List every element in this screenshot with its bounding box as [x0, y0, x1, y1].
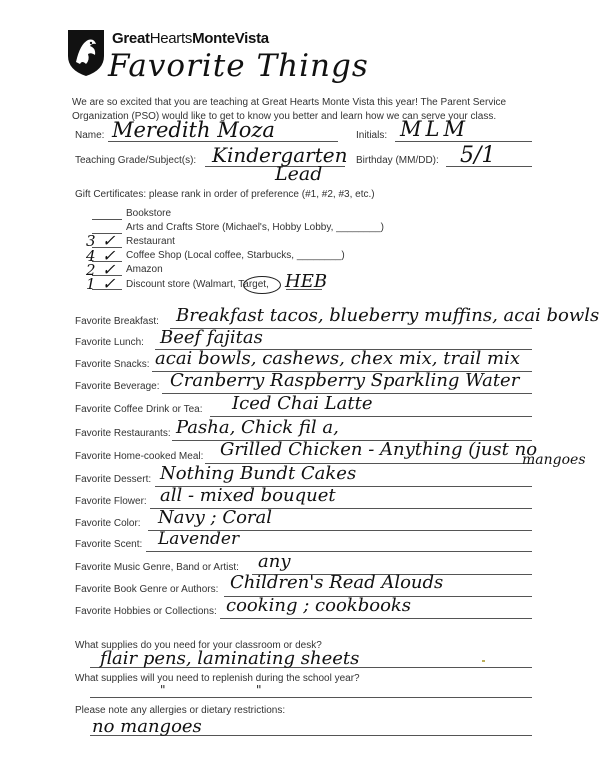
favorite-value[interactable]: any	[258, 551, 291, 572]
favorite-line	[146, 551, 532, 552]
gift-option-label: Discount store (Walmart, Target,	[126, 279, 269, 290]
birthday-value[interactable]: 5/1	[460, 143, 496, 168]
name-value[interactable]: Meredith Moza	[112, 118, 275, 142]
supplies-answer-line	[90, 697, 532, 698]
favorite-value[interactable]: Beef fajitas	[160, 327, 263, 348]
favorite-value[interactable]: Lavender	[158, 529, 240, 549]
favorite-label: Favorite Flower:	[75, 496, 147, 507]
favorite-label: Favorite Music Genre, Band or Artist:	[75, 562, 239, 573]
ditto-mark[interactable]: "	[256, 683, 262, 697]
grade-value-line2[interactable]: Lead	[275, 163, 323, 185]
check-mark-icon: ✓	[102, 260, 116, 279]
favorite-value[interactable]: Pasha, Chick fil a,	[176, 417, 339, 438]
allergies-answer[interactable]: no mangoes	[92, 716, 202, 737]
supplies-answer[interactable]: flair pens, laminating sheets	[100, 648, 360, 669]
allergies-question: Please note any allergies or dietary restrictions:	[75, 705, 286, 716]
check-mark-icon: ✓	[102, 246, 116, 265]
gift-option-label: Arts and Crafts Store (Michael's, Hobby Lobby, ________)	[126, 222, 384, 233]
favorite-label: Favorite Home-cooked Meal:	[75, 451, 204, 462]
ditto-mark[interactable]: "	[160, 683, 166, 697]
gift-option-label: Restaurant	[126, 236, 175, 247]
favorite-value[interactable]: Grilled Chicken - Anything (just no	[220, 439, 538, 460]
favorite-value[interactable]: Iced Chai Latte	[232, 393, 373, 414]
favorite-label: Favorite Snacks:	[75, 359, 150, 370]
supplies-question: What supplies do you need for your classroom or desk?	[75, 640, 322, 651]
grade-value-line1[interactable]: Kindergarten	[212, 143, 348, 167]
favorite-label: Favorite Coffee Drink or Tea:	[75, 404, 203, 415]
gift-option-label: Bookstore	[126, 208, 172, 219]
favorite-value[interactable]: Navy ; Coral	[158, 507, 273, 528]
favorite-value[interactable]: acai bowls, cashews, chex mix, trail mix	[155, 348, 521, 369]
gift-other-value[interactable]: HEB	[285, 271, 328, 292]
favorite-value[interactable]: Nothing Bundt Cakes	[160, 463, 357, 484]
favorite-value[interactable]: cooking ; cookbooks	[226, 595, 412, 616]
favorite-label: Favorite Color:	[75, 518, 141, 529]
favorite-line	[220, 618, 532, 619]
name-label: Name:	[75, 130, 105, 141]
favorite-label: Favorite Scent:	[75, 539, 143, 550]
favorite-label: Favorite Book Genre or Authors:	[75, 584, 219, 595]
check-mark-icon: ✓	[102, 231, 116, 250]
gift-option-label: Amazon	[126, 264, 163, 275]
gift-heading: Gift Certificates: please rank in order of preference (#1, #2, #3, etc.)	[75, 189, 375, 200]
birthday-label: Birthday (MM/DD):	[356, 155, 439, 166]
check-mark-icon: ✓	[102, 274, 116, 293]
initials-label: Initials:	[356, 130, 388, 141]
initials-line	[395, 141, 532, 142]
favorite-value[interactable]: Children's Read Alouds	[230, 572, 444, 593]
favorite-label: Favorite Hobbies or Collections:	[75, 606, 217, 617]
gift-rank-value[interactable]: 4	[86, 247, 96, 265]
document-title: Favorite Things	[108, 48, 369, 84]
favorite-label: Favorite Dessert:	[75, 474, 152, 485]
intro-paragraph: We are so excited that you are teaching at Great Hearts Monte Vista this year! The Parent Service Organization (PSO) would like to get to know you better and learn how we can serve your class.	[72, 97, 507, 122]
favorite-label: Favorite Beverage:	[75, 381, 160, 392]
favorite-value[interactable]: all - mixed bouquet	[160, 485, 336, 506]
gift-rank-value[interactable]: 1	[86, 275, 96, 293]
griffin-shield-logo	[66, 28, 106, 78]
initials-value[interactable]: MLM	[400, 117, 469, 141]
favorite-value[interactable]: Breakfast tacos, blueberry muffins, acai bowls	[176, 305, 600, 326]
favorite-value-continued[interactable]: mangoes	[522, 452, 586, 468]
brand-name: GreatHeartsMonteVista	[112, 30, 269, 47]
gift-option-label: Coffee Shop (Local coffee, Starbucks, ________)	[126, 250, 345, 261]
favorite-label: Favorite Breakfast:	[75, 316, 159, 327]
stray-mark	[482, 660, 485, 662]
favorite-label: Favorite Restaurants:	[75, 428, 171, 439]
gift-rank-value[interactable]: 3	[86, 232, 96, 250]
gift-rank-value[interactable]: 2	[86, 261, 96, 279]
favorite-label: Favorite Lunch:	[75, 337, 144, 348]
gift-rank-line	[92, 219, 122, 220]
target-circle-mark	[243, 276, 281, 294]
favorite-value[interactable]: Cranberry Raspberry Sparkling Water	[170, 370, 520, 391]
grade-label: Teaching Grade/Subject(s):	[75, 155, 197, 166]
supplies-question: What supplies will you need to replenish during the school year?	[75, 673, 360, 684]
